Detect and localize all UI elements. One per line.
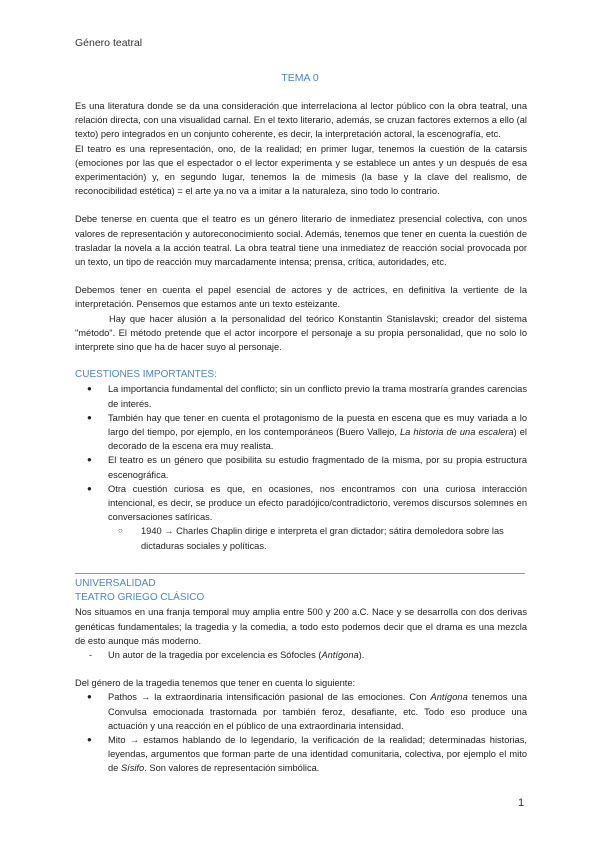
- tragedia-list: [75, 690, 527, 775]
- main-body: [75, 99, 527, 553]
- list-item: ● La importancia fundamental del conflicto; sin un conflicto previo la trama mostraría grandes carencias de interés.: [75, 382, 527, 410]
- horizontal-divider: [75, 573, 525, 574]
- paragraph: Del género de la tragedia tenemos que tener en cuenta lo siguiente:: [75, 678, 356, 689]
- list-item: ● Pathos → la extraordinaria intensificación pasional de las emociones. Con Antígona tenemos una Convulsa emocionada trastornada por también feroz, desafiante, etc. Todo eso produce una actuación y una reacción en el público de una extraordinaria intensidad.: [75, 690, 527, 733]
- sub-list-item: ○ 1940 → Charles Chaplin dirige e interpreta el gran dictador; sátira demoledora sobre las dictaduras sociales y políticas.: [108, 524, 527, 552]
- page-header: Género teatral: [75, 37, 143, 49]
- page-number: 1: [518, 797, 525, 809]
- list-item: ● También hay que tener en cuenta el protagonismo de la puesta en escena que es muy variada a lo largo del tiempo, por ejemplo, en los contemporáneos (Buero Vallejo, La historia de una escalera) el decorado de la escena era muy realista.: [75, 411, 527, 454]
- dash-list: [75, 648, 527, 662]
- paragraph: Debemos tener en cuenta el papel esencial de actores y de actrices, en definitiva la vertiente de la interpretación. Pensemos que estamos ante un texto esteizante.: [75, 285, 527, 310]
- paragraph: El teatro es una representación, ono, de la realidad; en primer lugar, tenemos la cuestión de la catarsis (emociones por las que el espectador o el lector experimenta y se establece un antes y un después de esa experimentación) y, en segundo lugar, tenemos la de mimesis (la base y la clave del realismo, de reconocibilidad estética) = el arte ya no va a imitar a la naturaleza, sino todo lo contrario.: [75, 143, 527, 197]
- sub-list: [108, 524, 527, 552]
- universalidad-heading: UNIVERSALIDAD: [75, 578, 156, 589]
- teatro-griego-heading: TEATRO GRIEGO CLÁSICO: [75, 592, 205, 604]
- paragraph: Nos situamos en una franja temporal muy amplia entre 500 y 200 a.C. Nace y se desarrolla con dos derivas genéticas fundamentales; la tragedia y la comedia, a todo esto podemos decir que el drama es una mezcla de esto aunque más moderno.: [75, 607, 527, 646]
- section-title-tema: TEMA 0: [281, 72, 319, 84]
- paragraph: Debe tenerse en cuenta que el teatro es un género literario de inmediatez presencial colectiva, con unos valores de representación y autoreconocimiento social. Además, tenemos que tener en cuenta la cuestión de trasladar la novela a la acción teatral. La obra teatral tiene una inmediatez de reacción social provocada por un texto, un tipo de reacción muy marcadamente intensa; prensa, crítica, autoridades, etc.: [75, 214, 527, 268]
- list-item: ● Mito → estamos hablando de lo legendario, la verificación de la realidad; determinadas historias, leyendas, argumentos que forman parte de una identidad comunitaria, colectiva, por ejemplo el mito de Sísifo. Son valores de representación simbólica.: [75, 733, 527, 776]
- universalidad-section: [75, 577, 527, 776]
- cuestiones-list: [75, 382, 527, 552]
- paragraph: Es una literatura donde se da una consideración que interrelaciona al lector público con la obra teatral, una relación directa, con una visualidad carnal. En el texto literario, además, se cruzan factores externos a ello (al texto) pero integrados en un conjunto coherente, es decir, la interpretación actoral, la escenografía, etc.: [75, 101, 527, 140]
- list-item: ● Otra cuestión curiosa es que, en ocasiones, nos encontramos con una curiosa interacción intencional, es decir, se produce un efecto paradójico/contradictorio, veremos discursos solemnes en conversaciones satíricas. ○ 1940 → Charles Chaplin dirige e interpreta el gran dictador; sátira demoledora sobre las dictaduras sociales y políticas.: [75, 482, 527, 553]
- list-item: ● El teatro es un género que posibilita su estudio fragmentado de la misma, por su propia estructura escenográfica.: [75, 453, 527, 481]
- list-item: - Un autor de la tragedia por excelencia es Sófocles (Antígona).: [75, 648, 527, 662]
- paragraph: Hay que hacer alusión a la personalidad del teórico Konstantin Stanislavski; creador del sistema "método". El método pretende que el actor incorpore el personaje a su propia personalidad, que no solo lo interprete sino que ha de hacer suyo al personaje.: [75, 313, 527, 353]
- cuestiones-heading: CUESTIONES IMPORTANTES:: [75, 369, 217, 381]
